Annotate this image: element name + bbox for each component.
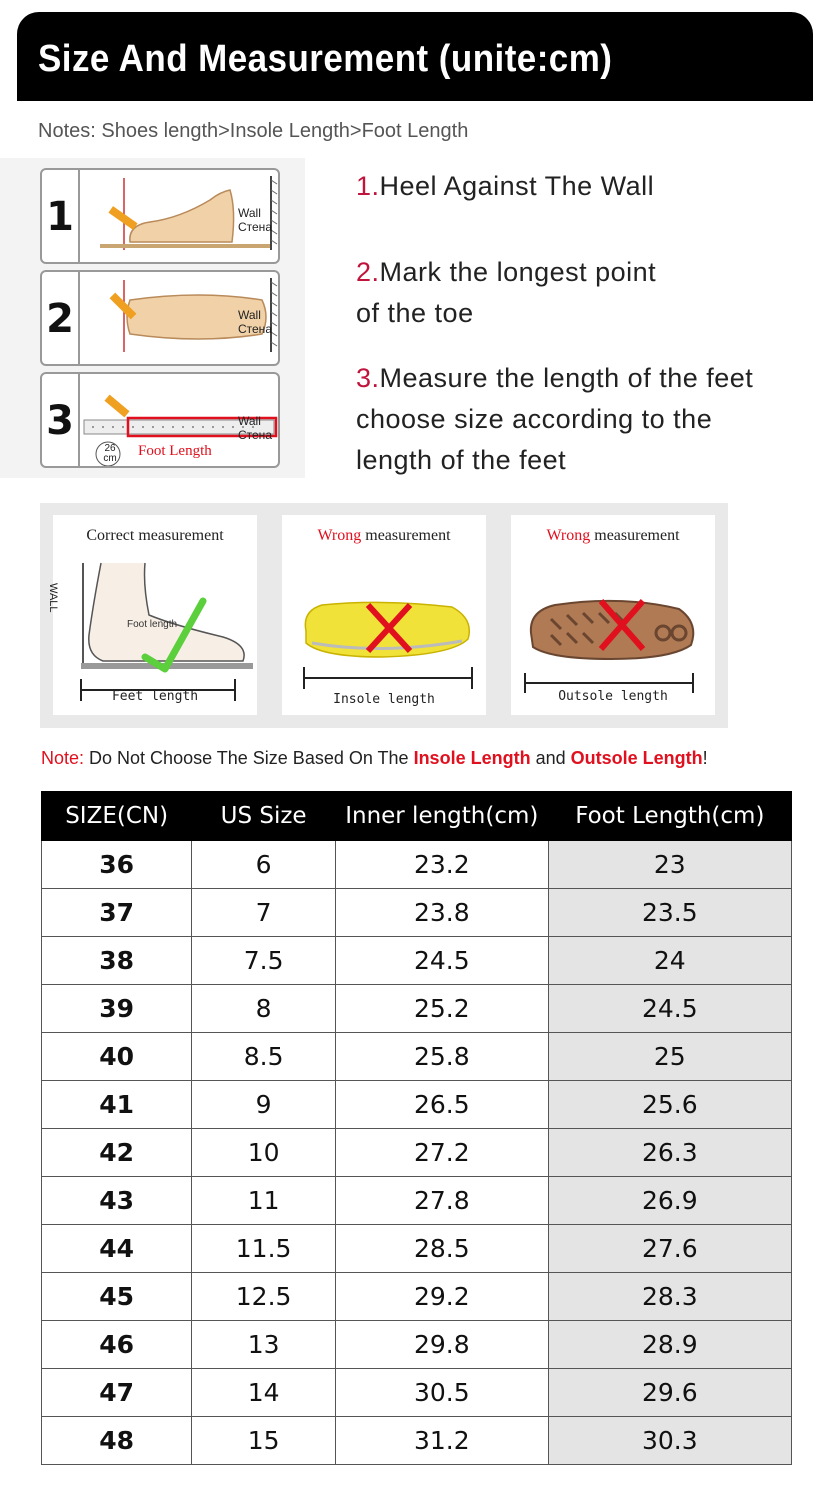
card-caption: Feet length <box>111 689 199 704</box>
table-cell: 27.6 <box>548 1225 791 1273</box>
table-cell: 37 <box>42 889 192 937</box>
size-warning-note: Note: Do Not Choose The Size Based On The Insole Length and Outsole Length! <box>41 748 708 768</box>
card-title: Correct measurement <box>86 527 224 544</box>
table-cell: 41 <box>42 1081 192 1129</box>
table-cell: 23.2 <box>335 841 548 889</box>
table-cell: 13 <box>192 1321 336 1369</box>
table-cell: 27.2 <box>335 1129 548 1177</box>
table-cell: 30.5 <box>335 1369 548 1417</box>
table-cell: 9 <box>192 1081 336 1129</box>
table-cell: 46 <box>42 1321 192 1369</box>
table-row <box>42 841 792 889</box>
table-row <box>42 1081 792 1129</box>
table-cell: 23.5 <box>548 889 791 937</box>
table-cell: 25.6 <box>548 1081 791 1129</box>
table-cell: 26.3 <box>548 1129 791 1177</box>
wall-label: Wall Стена <box>237 308 272 336</box>
step-3-box <box>40 372 280 468</box>
insole-illustration <box>282 515 486 715</box>
table-cell: 15 <box>192 1417 336 1465</box>
page-header <box>17 12 813 101</box>
table-cell: 43 <box>42 1177 192 1225</box>
foot-length-inline: Foot length <box>127 619 178 630</box>
step-2-box <box>40 270 280 366</box>
table-cell: 6 <box>192 841 336 889</box>
step-number: 2 <box>46 296 74 342</box>
table-cell: 8 <box>192 985 336 1033</box>
notes-line: Notes: Shoes length>Insole Length>Foot Length <box>38 120 469 142</box>
outsole-measurement-card <box>511 515 715 715</box>
table-cell: 26.9 <box>548 1177 791 1225</box>
card-caption: Insole length <box>333 692 435 707</box>
table-row <box>42 1225 792 1273</box>
col-header-foot-length: Foot Length(cm) <box>548 792 791 841</box>
table-row <box>42 1369 792 1417</box>
instruction-3: 3.Measure the length of the feet choose size according to the length of the feet <box>356 363 754 475</box>
table-row <box>42 1033 792 1081</box>
table-cell: 7 <box>192 889 336 937</box>
table-row <box>42 889 792 937</box>
instruction-1: 1.Heel Against The Wall <box>356 171 655 201</box>
table-cell: 30.3 <box>548 1417 791 1465</box>
step-number: 3 <box>46 398 74 444</box>
table-row <box>42 1321 792 1369</box>
page-title: Size And Measurement (unite:cm) <box>38 38 613 80</box>
table-cell: 38 <box>42 937 192 985</box>
table-cell: 44 <box>42 1225 192 1273</box>
table-row <box>42 1129 792 1177</box>
table-cell: 31.2 <box>335 1417 548 1465</box>
ruler-badge: 26 cm <box>103 443 117 464</box>
table-cell: 29.6 <box>548 1369 791 1417</box>
table-cell: 29.2 <box>335 1273 548 1321</box>
table-cell: 48 <box>42 1417 192 1465</box>
correct-measurement-card <box>47 515 257 715</box>
table-cell: 27.8 <box>335 1177 548 1225</box>
card-title: Wrong measurement <box>317 527 451 544</box>
foot-length-label: Foot Length <box>138 443 212 459</box>
table-header-row <box>42 792 792 841</box>
table-cell: 28.5 <box>335 1225 548 1273</box>
table-cell: 10 <box>192 1129 336 1177</box>
table-cell: 24 <box>548 937 791 985</box>
table-cell: 7.5 <box>192 937 336 985</box>
table-cell: 39 <box>42 985 192 1033</box>
measurement-comparison <box>40 503 728 728</box>
table-cell: 29.8 <box>335 1321 548 1369</box>
wall-label: Wall Стена <box>237 414 272 442</box>
wall-vertical-label: WALL <box>47 583 59 613</box>
size-table <box>41 791 792 1465</box>
table-row <box>42 937 792 985</box>
step-number: 1 <box>46 194 74 240</box>
table-cell: 23 <box>548 841 791 889</box>
wall-label: Wall Стена <box>237 206 272 234</box>
instruction-2: 2.Mark the longest point of the toe <box>356 257 657 328</box>
col-header-size-cn: SIZE(CN) <box>42 792 192 841</box>
table-cell: 11.5 <box>192 1225 336 1273</box>
step-illustrations <box>0 158 305 478</box>
table-row <box>42 1177 792 1225</box>
table-cell: 25.8 <box>335 1033 548 1081</box>
table-cell: 23.8 <box>335 889 548 937</box>
table-cell: 12.5 <box>192 1273 336 1321</box>
table-cell: 36 <box>42 841 192 889</box>
table-cell: 26.5 <box>335 1081 548 1129</box>
col-header-inner-length: Inner length(cm) <box>335 792 548 841</box>
table-cell: 14 <box>192 1369 336 1417</box>
table-cell: 24.5 <box>335 937 548 985</box>
table-cell: 11 <box>192 1177 336 1225</box>
table-cell: 28.3 <box>548 1273 791 1321</box>
table-cell: 47 <box>42 1369 192 1417</box>
table-row <box>42 985 792 1033</box>
table-cell: 25 <box>548 1033 791 1081</box>
table-cell: 28.9 <box>548 1321 791 1369</box>
table-row <box>42 1417 792 1465</box>
table-cell: 24.5 <box>548 985 791 1033</box>
table-cell: 45 <box>42 1273 192 1321</box>
step-1-box <box>40 168 280 264</box>
table-row <box>42 1273 792 1321</box>
outsole-illustration <box>511 515 715 715</box>
card-title: Wrong measurement <box>546 527 680 544</box>
correct-foot-illustration <box>53 515 257 715</box>
table-cell: 8.5 <box>192 1033 336 1081</box>
col-header-us-size: US Size <box>192 792 336 841</box>
table-cell: 40 <box>42 1033 192 1081</box>
insole-measurement-card <box>282 515 486 715</box>
table-cell: 25.2 <box>335 985 548 1033</box>
table-cell: 42 <box>42 1129 192 1177</box>
card-caption: Outsole length <box>558 689 668 704</box>
